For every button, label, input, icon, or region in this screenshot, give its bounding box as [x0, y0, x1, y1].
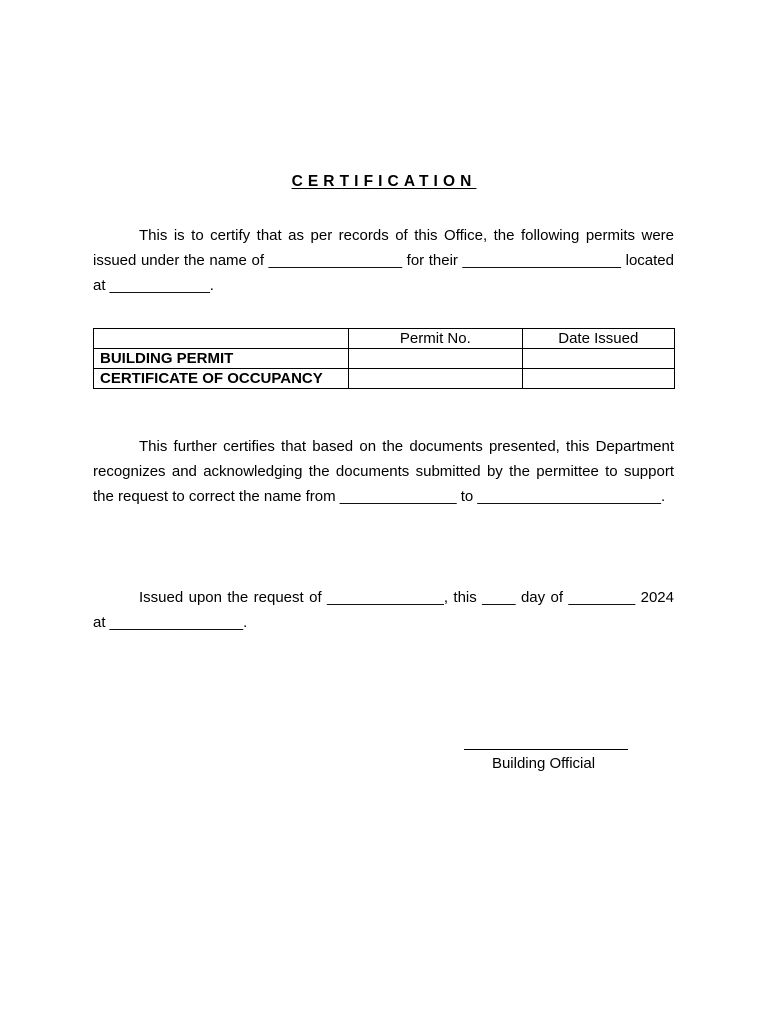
table-header-row: [94, 329, 675, 349]
table-row: [94, 349, 675, 369]
row-label-building-permit: BUILDING PERMIT: [94, 349, 349, 369]
table-row: [94, 369, 675, 389]
cell-occupancy-permit-no: [349, 369, 522, 389]
signature-line: [464, 749, 628, 750]
permits-table: [93, 328, 675, 389]
certify-paragraph: This is to certify that as per records of this Office, the following permits were issued under the name of ________________ for their ___________________ located at ____________.: [93, 227, 674, 294]
cell-building-date-issued: [522, 349, 674, 369]
table-header-permit-no: Permit No.: [349, 329, 522, 349]
table-header-date-issued: Date Issued: [522, 329, 674, 349]
signatory-title: Building Official: [491, 755, 596, 772]
cell-building-permit-no: [349, 349, 522, 369]
further-certifies-paragraph: This further certifies that based on the documents presented, this Department recognizes and acknowledging the documents submitted by the permittee to support the request to correct the name from ______________ to ______________________.: [93, 438, 674, 505]
row-label-certificate-of-occupancy: CERTIFICATE OF OCCUPANCY: [94, 369, 349, 389]
issued-upon-paragraph: Issued upon the request of ______________, this ____ day of ________ 2024 at ________________.: [93, 589, 674, 631]
document-title: CERTIFICATION: [291, 173, 477, 190]
cell-occupancy-date-issued: [522, 369, 674, 389]
table-header-blank: [94, 329, 349, 349]
